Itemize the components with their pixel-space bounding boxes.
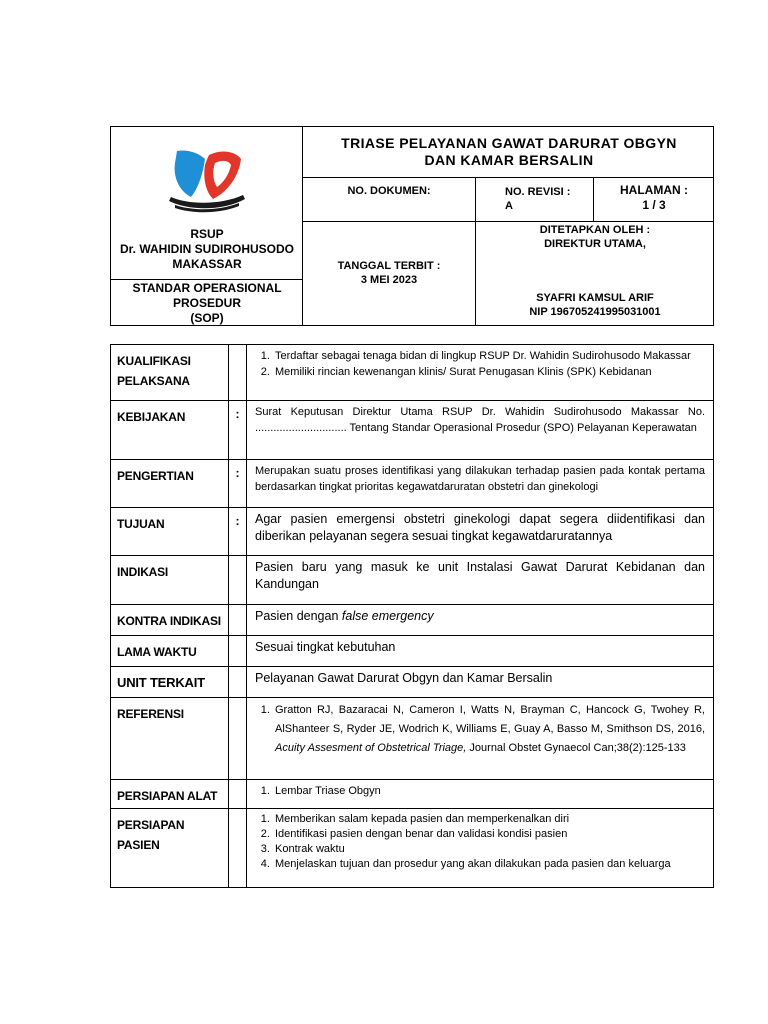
lama-waktu-content: Sesuai tingkat kebutuhan xyxy=(247,636,714,667)
table-row xyxy=(111,667,714,698)
signature-block xyxy=(475,291,715,319)
row-colon xyxy=(229,698,247,780)
ditetapkan-role: DIREKTUR UTAMA, xyxy=(544,238,646,250)
row-colon xyxy=(229,605,247,636)
hospital-logo xyxy=(111,127,303,227)
hospital-logo-icon xyxy=(169,147,247,213)
list-item xyxy=(273,701,705,758)
tanggal-terbit-label: TANGGAL TERBIT : xyxy=(337,260,441,272)
kebijakan-label: KEBIJAKAN xyxy=(111,401,229,460)
row-colon: : xyxy=(229,508,247,556)
halaman xyxy=(593,177,715,221)
row-label xyxy=(111,809,229,888)
indikasi-label: INDIKASI xyxy=(111,556,229,605)
table-row xyxy=(111,636,714,667)
persiapan-pasien-content xyxy=(247,809,714,888)
institution-line-2: Dr. WAHIDIN SUDIROHUSODO xyxy=(119,242,294,256)
table-row xyxy=(111,460,714,508)
institution-line-3: MAKASSAR xyxy=(172,257,242,271)
referensi-label: REFERENSI xyxy=(111,698,229,780)
list-item: 3. Kontrak waktu xyxy=(273,842,705,857)
row-colon xyxy=(229,556,247,605)
row-colon xyxy=(229,809,247,888)
title-line-1: TRIASE PELAYANAN GAWAT DARURAT OBGYN xyxy=(341,135,677,151)
kontra-text: Pasien dengan xyxy=(255,609,342,623)
table-row xyxy=(111,780,714,809)
table-row xyxy=(111,556,714,605)
institution-name xyxy=(111,227,303,281)
table-row xyxy=(111,345,714,401)
table-row xyxy=(111,605,714,636)
kualifikasi-label-2: PELAKSANA xyxy=(117,374,190,388)
sop-header-table xyxy=(110,126,714,326)
row-colon xyxy=(229,780,247,809)
halaman-label: HALAMAN : xyxy=(620,183,688,197)
no-revisi-label: NO. REVISI : xyxy=(505,186,571,198)
persiapan-pasien-label-2: PASIEN xyxy=(117,838,160,852)
institution-line-1: RSUP xyxy=(190,227,224,241)
tujuan-label: TUJUAN xyxy=(111,508,229,556)
list-item: 1. Lembar Triase Obgyn xyxy=(273,783,705,799)
kontra-italic-text: false emergency xyxy=(341,609,434,623)
no-revisi xyxy=(475,177,593,221)
signer-nip: NIP 196705241995031001 xyxy=(529,306,661,318)
referensi-title: Acuity Assesment of Obstetrical Triage, xyxy=(275,742,467,754)
list-item: 1. Memberikan salam kepada pasien dan memperkenalkan diri xyxy=(273,812,705,827)
table-row xyxy=(111,809,714,888)
no-dokumen-label: NO. DOKUMEN: xyxy=(347,185,431,197)
sop-content-table xyxy=(110,344,714,888)
list-item: 2. Memiliki rincian kewenangan klinis/ Surat Penugasan Klinis (SPK) Kebidanan xyxy=(273,364,705,380)
list-item: 1. Terdaftar sebagai tenaga bidan di lingkup RSUP Dr. Wahidin Sudirohusodo Makassar xyxy=(273,348,705,364)
tanggal-terbit xyxy=(303,221,475,327)
pengertian-content: Merupakan suatu proses identifikasi yang dilakukan terhadap pasien pada kontak pertama berdasarkan tingkat prioritas kegawatdaruratan obstetri dan ginekologi xyxy=(247,460,714,508)
lama-waktu-label: LAMA WAKTU xyxy=(111,636,229,667)
sop-label xyxy=(111,279,303,327)
persiapan-alat-content xyxy=(247,780,714,809)
persiapan-alat-label: PERSIAPAN ALAT xyxy=(111,780,229,809)
row-colon: : xyxy=(229,460,247,508)
row-label xyxy=(111,345,229,401)
list-item: 4. Menjelaskan tujuan dan prosedur yang akan dilakukan pada pasien dan keluarga xyxy=(273,857,705,872)
indikasi-content: Pasien baru yang masuk ke unit Instalasi Gawat Darurat Kebidanan dan Kandungan xyxy=(247,556,714,605)
row-colon xyxy=(229,667,247,698)
kualifikasi-content xyxy=(247,345,714,401)
kontra-indikasi-content xyxy=(247,605,714,636)
sop-line-3: (SOP) xyxy=(190,311,224,325)
kebijakan-content: Surat Keputusan Direktur Utama RSUP Dr. Wahidin Sudirohusodo Makassar No. .............................. Tentang Standar Operasional Prosedur (SPO) Pelayanan Keperawatan xyxy=(247,401,714,460)
list-item: 2. Identifikasi pasien dengan benar dan validasi kondisi pasien xyxy=(273,827,705,842)
referensi-authors: Gratton RJ, Bazaracai N, Cameron I, Watts N, Brayman C, Hancock G, Twohey R, AlShanteer S, Ryder JE, Wodrich K, Williams E, Guay A, Basso M, Smithson DS, 2016, xyxy=(275,704,705,735)
persiapan-pasien-label-1: PERSIAPAN xyxy=(117,818,185,832)
signer-name: SYAFRI KAMSUL ARIF xyxy=(536,292,654,304)
row-colon xyxy=(229,636,247,667)
no-revisi-value: A xyxy=(505,200,513,212)
sop-line-1: STANDAR OPERASIONAL xyxy=(132,281,282,295)
ditetapkan-label: DITETAPKAN OLEH : xyxy=(539,224,651,236)
kontra-indikasi-label: KONTRA INDIKASI xyxy=(111,605,229,636)
table-row xyxy=(111,508,714,556)
kualifikasi-label-1: KUALIFIKASI xyxy=(117,354,191,368)
row-colon: : xyxy=(229,401,247,460)
row-colon xyxy=(229,345,247,401)
tanggal-terbit-value: 3 MEI 2023 xyxy=(360,274,418,286)
halaman-value: 1 / 3 xyxy=(642,198,666,212)
unit-terkait-label: UNIT TERKAIT xyxy=(111,667,229,698)
pengertian-label: PENGERTIAN xyxy=(111,460,229,508)
tujuan-content: Agar pasien emergensi obstetri ginekologi dapat segera diidentifikasi dan diberikan pelayanan segera sesuai tingkat kegawatdaruratannya xyxy=(247,508,714,556)
title-line-2: DAN KAMAR BERSALIN xyxy=(424,152,594,168)
unit-terkait-content: Pelayanan Gawat Darurat Obgyn dan Kamar Bersalin xyxy=(247,667,714,698)
ditetapkan-oleh xyxy=(475,221,715,327)
sop-line-2: PROSEDUR xyxy=(172,296,241,310)
table-row xyxy=(111,698,714,780)
document-title xyxy=(303,127,715,177)
table-row xyxy=(111,401,714,460)
referensi-content xyxy=(247,698,714,780)
referensi-journal: Journal Obstet Gynaecol Can;38(2):125-133 xyxy=(466,742,686,754)
